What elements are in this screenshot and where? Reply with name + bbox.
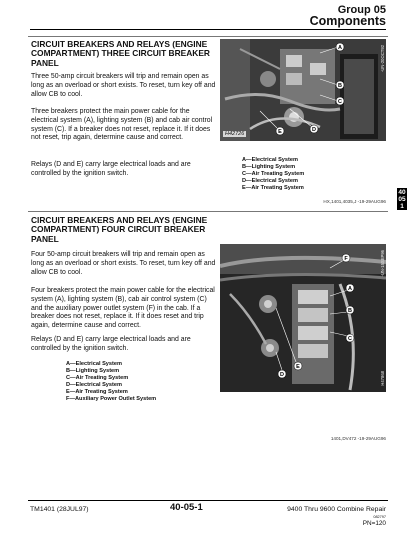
page-number: 40-05-1 (170, 502, 203, 513)
callout-f: F (344, 256, 348, 262)
paragraph: Four breakers protect the main power cable for the electrical system (A), lighting system (B), cab air control system (C) and the auxiliary power outlet system (F) in the cab. If a breaker does not reset, replace it. If it does reset and trip again, determine cause and correct. (31, 287, 215, 330)
section-top-rule (28, 211, 388, 212)
header-rule (30, 29, 386, 30)
legend-item: E—Air Treating System (66, 388, 128, 395)
page-title: Components (309, 14, 386, 28)
section-title: CIRCUIT BREAKERS AND RELAYS (ENGINE COMPARTMENT) FOUR CIRCUIT BREAKER PANEL (31, 215, 208, 244)
legend-item: C—Air Treating System (66, 374, 129, 381)
image-id: H47868 (380, 371, 385, 386)
callout-e: E (296, 364, 300, 370)
image-side-code: -UN-20OCT92 (380, 45, 385, 72)
callout-d: D (280, 372, 284, 378)
legend (242, 157, 304, 192)
reference-code: HX,1401,4035,J -19-29AUG96 (323, 199, 386, 204)
section-three-breaker (28, 36, 388, 212)
legend-item: E—Air Treating System (242, 184, 304, 191)
paragraph: Three 50-amp circuit breakers will trip and remain open as long as an overload or short exists. To reset, turn key off and allow CB to cool. (31, 73, 216, 98)
callout-b: B (348, 308, 352, 314)
breaker-panel-photo (220, 244, 386, 392)
group-heading: Group 05 (337, 4, 386, 16)
legend-item: D—Electrical System (242, 177, 298, 184)
reference-code: 1401,DV472 -19-29AUG96 (330, 436, 386, 441)
breaker-panel-photo (220, 39, 386, 141)
paragraph: Three breakers protect the main power cable for the electrical system (A), lighting system (B) and cab air control system (C). If a breaker does not reset, replace it. If it does not reset, trip again, determine cause and correct. (31, 108, 213, 142)
footer-rule (28, 500, 388, 501)
legend (66, 361, 156, 402)
footer-pn: PN=120 (362, 520, 386, 527)
legend-item: A—Electrical System (66, 361, 122, 367)
tab-line-3: 1 (400, 203, 404, 210)
tab-line-1: 40 (398, 189, 406, 196)
callout-c: C (338, 99, 342, 105)
image-id: H42726 (225, 131, 245, 137)
footer-manual-id: TM1401 (28JUL97) (30, 506, 89, 513)
callout-a: A (348, 286, 352, 292)
callout-e: E (278, 129, 282, 135)
legend-item: B—Lighting System (242, 163, 296, 170)
callout-b: B (338, 83, 342, 89)
legend-item: C—Air Treating System (242, 170, 305, 177)
footer-manual-title: 9400 Thru 9600 Combine Repair (287, 506, 386, 513)
legend-item: F—Auxiliary Power Outlet System (66, 395, 157, 402)
paragraph: Relays (D and E) carry large electrical loads and are controlled by the ignition switch. (31, 336, 191, 352)
image-side-code: -UN-15SEP96 (380, 250, 385, 277)
paragraph: Four 50-amp circuit breakers will trip and remain open as long as an overload or short exists. To reset, turn key off and allow CB to cool. (31, 251, 216, 276)
paragraph: Relays (D and E) carry large electrical loads and are controlled by the ignition switch. (31, 161, 191, 177)
legend-item: B—Lighting System (66, 367, 120, 374)
legend-item: A—Electrical System (242, 157, 298, 163)
callout-a: A (338, 45, 342, 51)
section-title: CIRCUIT BREAKERS AND RELAYS (ENGINE COMPARTMENT) THREE CIRCUIT BREAKER PANEL (31, 39, 210, 68)
legend-item: D—Electrical System (66, 381, 122, 388)
footer-date-code: 082797 (373, 515, 386, 519)
section-top-rule (28, 36, 388, 37)
tab-line-2: 05 (398, 196, 406, 203)
callout-d: D (312, 127, 316, 133)
section-four-breaker (28, 211, 388, 445)
callout-c: C (348, 336, 352, 342)
